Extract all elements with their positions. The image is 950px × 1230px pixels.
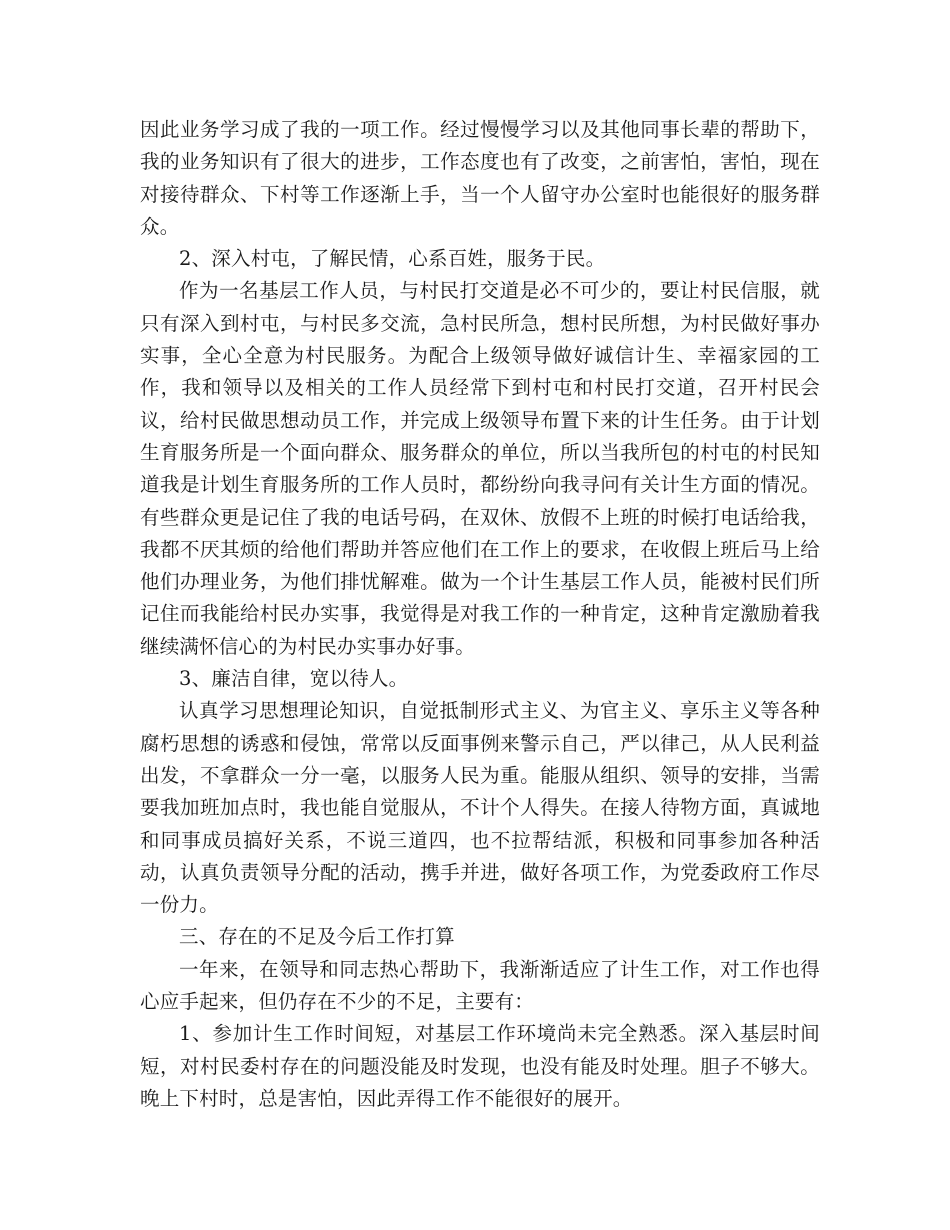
document-body [140,114,820,1115]
section-heading-2: 2、深入村屯，了解民情，心系百姓，服务于民。 [179,247,606,271]
paragraph-3: 认真学习思想理论知识，自觉抵制形式主义、为官主义、享乐主义等各种腐朽思想的诱惑和侵蚀，常常以反面事例来警示自己，严以律己，从人民利益出发，不拿群众一分一毫，以服务人民为重。能服从组织、领导的安排，当需要我加班加点时，我也能自觉服从，不计个人得失。在接人待物方面，真诚地和同事成员搞好关系，不说三道四，也不拉帮结派，积极和同事参加各种活动，认真负责领导分配的活动，携手并进，做好各项工作，为党委政府工作尽一份力。 [140,699,820,917]
paragraph-4: 一年来，在领导和同志热心帮助下，我渐渐适应了计生工作，对工作也得心应手起来，但仍存在不少的不足，主要有： [140,957,820,1014]
paragraph-5: 1、参加计生工作时间短，对基层工作环境尚未完全熟悉。深入基层时间短，对村民委村存在的问题没能及时发现，也没有能及时处理。胆子不够大。晚上下村时，总是害怕，因此弄得工作不能很好的展开。 [140,1022,820,1110]
paragraph-1: 因此业务学习成了我的一项工作。经过慢慢学习以及其他同事长辈的帮助下，我的业务知识有了很大的进步，工作态度也有了改变，之前害怕，害怕，现在对接待群众、下村等工作逐渐上手，当一个人留守办公室时也能很好的服务群众。 [140,118,820,238]
section-heading-shortcomings: 三、存在的不足及今后工作打算 [179,925,455,949]
paragraph-2: 作为一名基层工作人员，与村民打交道是必不可少的，要让村民信服，就只有深入到村屯，与村民多交流，急村民所急，想村民所想，为村民做好事办实事，全心全意为村民服务。为配合上级领导做好诚信计生、幸福家园的工作，我和领导以及相关的工作人员经常下到村屯和村民打交道，召开村民会议，给村民做思想动员工作，并完成上级领导布置下来的计生任务。由于计划生育服务所是一个面向群众、服务群众的单位，所以当我所包的村屯的村民知道我是计划生育服务所的工作人员时，都纷纷向我寻问有关计生方面的情况。有些群众更是记住了我的电话号码，在双休、放假不上班的时候打电话给我，我都不厌其烦的给他们帮助并答应他们在工作上的要求，在收假上班后马上给他们办理业务，为他们排忧解难。做为一个计生基层工作人员，能被村民们所记住而我能给村民办实事，我觉得是对我工作的一种肯定，这种肯定激励着我继续满怀信心的为村民办实事办好事。 [140,279,820,658]
section-heading-3: 3、廉洁自律，宽以待人。 [179,667,409,691]
